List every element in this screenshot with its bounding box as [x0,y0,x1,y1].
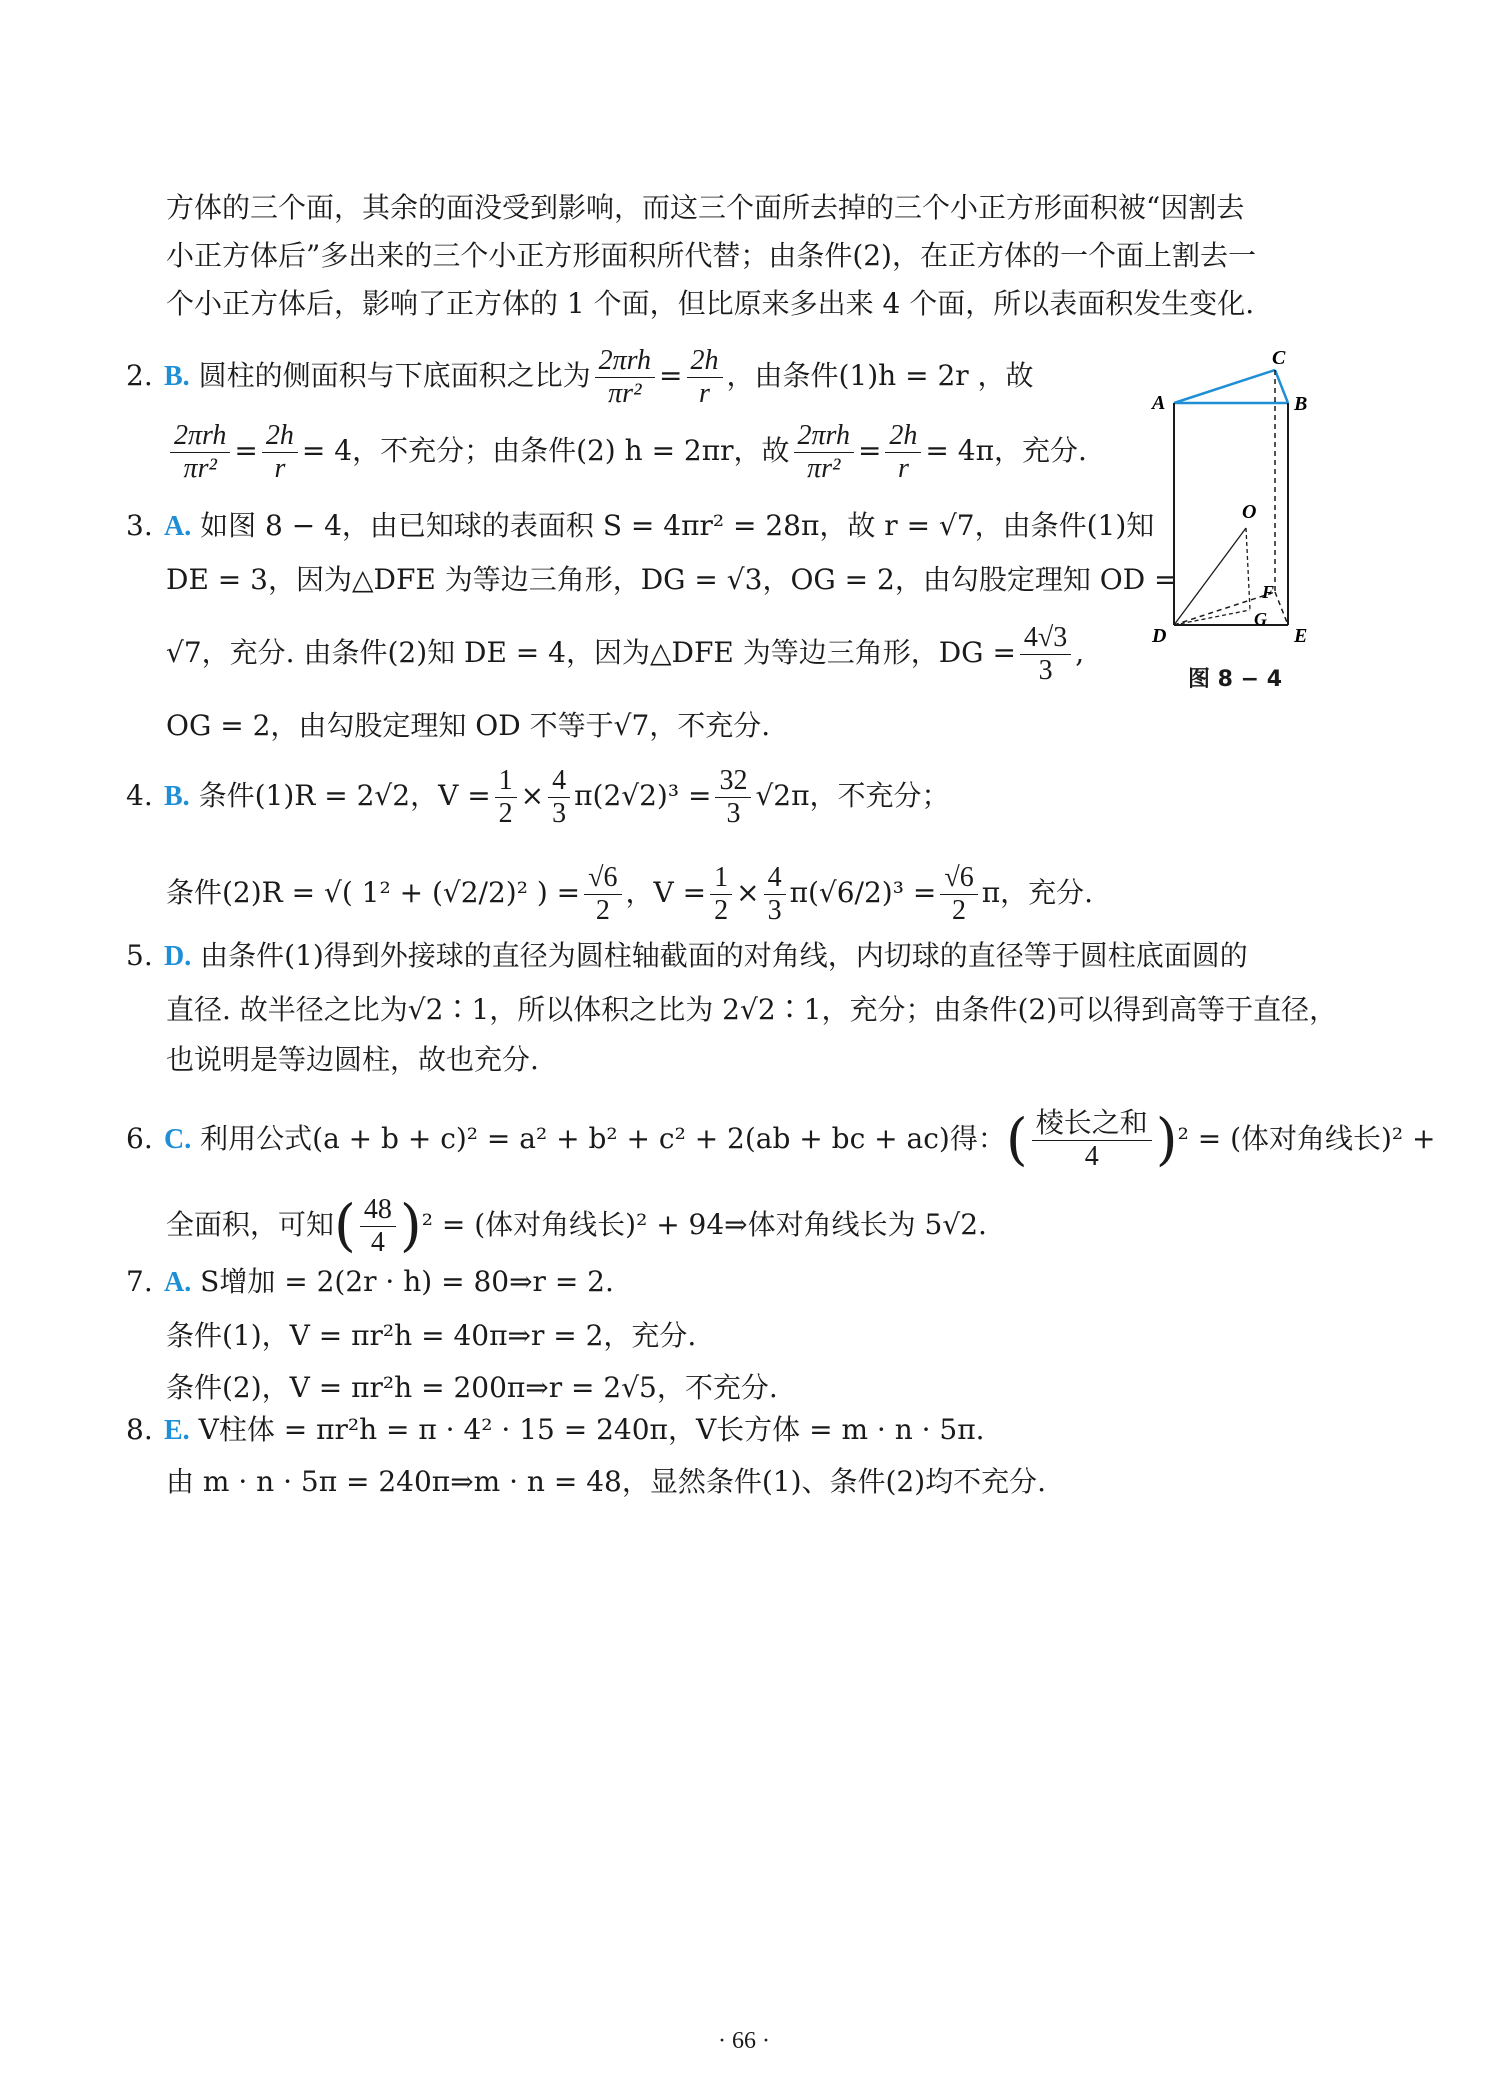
label-E: E [1294,625,1308,647]
fraction: $\frac{\text{2πrh}}{\text{πr²}}$ [794,420,854,485]
fraction: $\frac{32}{3}$ [715,765,751,830]
label-C: C [1272,347,1286,369]
question-number: 3. [126,509,153,542]
text: = 4，不充分；由条件(2) h = 2πr，故 [301,434,790,467]
question-number: 8. [126,1413,153,1446]
page-number: · 66 · [718,2028,770,2054]
answer-letter: A. [164,1267,192,1298]
fraction: $\frac{\text{2πrh}}{\text{πr²}}$ [595,345,655,410]
answer-letter: D. [164,941,192,972]
question-3-line-1 [126,506,1154,547]
fraction: $\frac{2h}{r}$ [885,420,921,485]
question-4-line-2: 条件(2)R = √( 1² + (√2/2)² ) = $\frac{√6}{2}$ ，V = $\frac{1}{2}$ × $\frac{4}{3}$ π(√6/2)³ = $\frac{√6}{2}$ π，充分. [166,862,1094,926]
label-O: O [1242,501,1257,523]
fraction: $\frac{1}{2}$ [710,862,732,927]
fraction: $\frac{4√3}{3}$ [1020,622,1071,687]
question-7-line-2: 条件(1)，V = πr²h = 40π⇒r = 2，充分. [166,1319,697,1352]
fraction: $\frac{2h}{r}$ [262,420,298,485]
fraction: $\frac{48}{4}$ [360,1194,396,1259]
figure-8-4 [1150,340,1350,660]
label-A: A [1152,392,1166,414]
text-line: 方体的三个面，其余的面没受到影响，而这三个面所去掉的三个小正方形面积被“因割去 [166,191,1245,224]
label-D: D [1152,625,1167,647]
fraction: $\frac{4}{3}$ [548,765,570,830]
question-5-line-2: 直径. 故半径之比为√2∶1，所以体积之比为 2√2∶1，充分；由条件(2)可以得到高等于直径， [166,993,1338,1026]
question-2-line-2: $\frac{\text{2πrh}}{\text{πr²}}$ = $\frac{2h}{r}$ = 4，不充分；由条件(2) h = 2πr，故 $\frac{\text{2πrh}}{\text{πr²}}$ = $\frac{2h}{r}$ = 4π，充分. [166,420,1087,485]
question-7-line-3: 条件(2)，V = πr²h = 200π⇒r = 2√5，不充分. [166,1371,778,1404]
label-B: B [1294,393,1308,415]
text-line: 个小正方体后，影响了正方体的 1 个面，但比原来多出来 4 个面，所以表面积发生变化. [166,287,1255,320]
question-number: 7. [126,1265,153,1298]
answer-letter: B. [164,781,190,812]
question-8-line-1: 8. E. V柱体 = πr²h = π · 4² · 15 = 240π，V长方体 = m · n · 5π. [126,1410,985,1451]
segment-OD [1174,528,1246,625]
text: ，由条件(1)h = 2r ，故 [726,359,1034,392]
label-F: F [1262,582,1275,602]
fraction: $\frac{\text{2πrh}}{\text{πr²}}$ [170,420,230,485]
segment-OG [1246,528,1250,610]
question-3-line-4: OG = 2，由勾股定理知 OD 不等于√7，不充分. [166,709,771,742]
answer-letter: B. [164,361,190,392]
question-number: 4. [126,779,153,812]
question-5-line-1: 5. D. 由条件(1)得到外接球的直径为圆柱轴截面的对角线，内切球的直径等于圆柱底面圆的 [126,936,1248,977]
question-number: 2. [126,359,153,392]
label-G: G [1254,609,1267,629]
question-number: 5. [126,939,153,972]
question-2-line-1: 2. B. 圆柱的侧面积与下底面积之比为 $\frac{\text{2πrh}}{\text{πr²}}$ = $\frac{2h}{r}$ ，由条件(1)h = 2r ，故 [126,345,1034,409]
figure-caption: 图 8 − 4 [1188,667,1283,692]
question-3-line-3: √7，充分. 由条件(2)知 DE = 4，因为△DFE 为等边三角形，DG = $\frac{4√3}{3}$ , [166,622,1085,686]
answer-letter: A. [164,511,192,542]
answer-letter: E. [164,1415,190,1446]
question-7-line-1: 7. A. S增加 = 2(2r · h) = 80⇒r = 2. [126,1262,614,1303]
question-3-line-2: DE = 3，因为△DFE 为等边三角形，DG = √3，OG = 2，由勾股定理知 OD = [166,563,1178,596]
fraction: $\frac{√6}{2}$ [940,862,977,927]
fraction: $\frac{√6}{2}$ [584,862,621,927]
fraction: $\frac{1}{2}$ [495,765,517,830]
question-5-line-3: 也说明是等边圆柱，故也充分. [166,1043,539,1076]
question-8-line-2: 由 m · n · 5π = 240π⇒m · n = 48，显然条件(1)、条件(2)均不充分. [166,1465,1047,1498]
question-4-line-1: 4. B. 条件(1)R = 2√2，V = $\frac{1}{2}$ × $\frac{4}{3}$ π(2√2)³ = $\frac{32}{3}$ √2π，不充分； [126,765,950,829]
question-number: 6. [126,1122,153,1155]
text-line: 小正方体后”多出来的三个小正方形面积所代替；由条件(2)，在正方体的一个面上割去一 [166,239,1256,272]
fraction: $\frac{4}{3}$ [764,862,786,927]
question-6-line-2: 全面积，可知( $\frac{48}{4}$ )² = (体对角线长)² + 94⇒体对角线长为 5√2. [166,1193,987,1259]
fraction: $\frac{2h}{r}$ [687,345,723,410]
fraction: $\frac{\text{棱长之和}}{4}$ [1032,1108,1152,1173]
text: 如图 8 − 4，由已知球的表面积 S = 4πr² = 28π，故 r = √7，由条件(1)知 [200,509,1155,542]
edge-CB [1275,370,1288,403]
answer-letter: C. [164,1124,192,1155]
question-6-line-1: 6. C. 利用公式(a + b + c)² = a² + b² + c² + 2(ab + bc + ac)得：( $\frac{\text{棱长之和}}{4}$ )² = (体对角线长)² + [126,1107,1436,1173]
text: 圆柱的侧面积与下底面积之比为 [198,359,591,392]
edge-FE [1275,592,1288,625]
edge-AC [1174,370,1275,403]
text: = 4π，充分. [925,434,1087,467]
